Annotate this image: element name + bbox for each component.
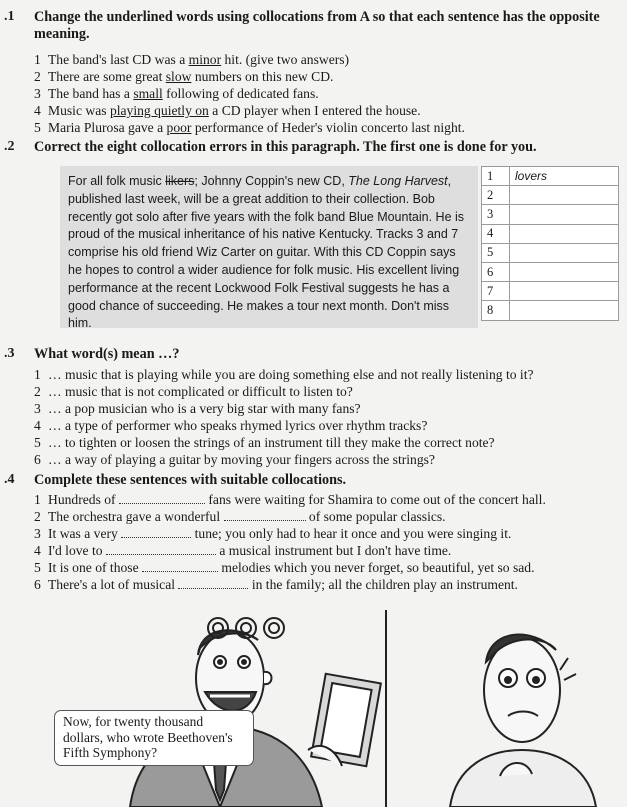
exercise-3-item [34, 401, 361, 417]
item-text-before: There's a lot of musical [48, 577, 179, 592]
item-text-before: Hundreds of [48, 492, 119, 507]
item-number: 2 [34, 509, 41, 524]
item-text: … music that is not complicated or difficult to listen to? [48, 384, 353, 399]
exercise-4-heading: Complete these sentences with suitable collocations. [34, 472, 347, 488]
underlined-words: slow [165, 69, 192, 84]
underlined-words: minor [188, 52, 222, 67]
answer-number: 1 [482, 167, 510, 186]
item-number: 1 [34, 52, 41, 67]
item-number: 3 [34, 86, 41, 101]
answer-number: 7 [482, 282, 510, 301]
answer-row [482, 205, 619, 224]
exercise-1-item [34, 69, 333, 85]
item-number: 1 [34, 492, 41, 507]
exercise-3-item [34, 418, 427, 434]
collocation-paragraph [60, 166, 478, 331]
item-number: 5 [34, 120, 41, 135]
item-text-before: The band's last CD was a [48, 52, 189, 67]
exercise-4-number: .4 [4, 472, 15, 487]
exercise-3-item [34, 367, 534, 383]
answer-number: 4 [482, 224, 510, 243]
item-number: 3 [34, 401, 41, 416]
item-number: 3 [34, 526, 41, 541]
item-text-after: a musical instrument but I don't have time. [215, 543, 452, 558]
answer-row [482, 301, 619, 320]
paragraph-cd-title: The Long Harvest [348, 174, 448, 188]
answer-number: 8 [482, 301, 510, 320]
item-number: 4 [34, 418, 41, 433]
item-text-after: numbers on this new CD. [191, 69, 334, 84]
answer-blank[interactable] [224, 510, 306, 521]
answer-cell[interactable] [510, 262, 619, 281]
answer-blank[interactable] [142, 561, 218, 572]
item-text-before: It was a very [48, 526, 122, 541]
underlined-words: small [133, 86, 163, 101]
answer-row [482, 167, 619, 186]
item-text-after: a CD player when I entered the house. [208, 103, 421, 118]
answer-number: 2 [482, 186, 510, 205]
answer-blank[interactable] [119, 493, 205, 504]
exercise-3-number: .3 [4, 346, 15, 361]
item-text-after: hit. (give two answers) [221, 52, 350, 67]
answer-row [482, 262, 619, 281]
item-number: 4 [34, 543, 41, 558]
item-text-before: The band has a [48, 86, 134, 101]
answer-row [482, 186, 619, 205]
exercise-1-item [34, 86, 319, 102]
answer-cell[interactable] [510, 186, 619, 205]
item-number: 5 [34, 560, 41, 575]
exercise-4-item [34, 577, 518, 593]
paragraph-start: For all folk music [68, 174, 166, 188]
exercise-2-heading: Correct the eight collocation errors in this paragraph. The first one is done for you. [34, 139, 537, 155]
item-text-before: There are some great [48, 69, 166, 84]
exercise-1-heading: Change the underlined words using collocations from A so that each sentence has the opposite meaning. [34, 9, 600, 42]
answer-cell[interactable] [510, 224, 619, 243]
item-text: … a type of performer who speaks rhymed lyrics over rhythm tracks? [48, 418, 428, 433]
answer-number: 6 [482, 262, 510, 281]
speech-bubble: Now, for twenty thousand dollars, who wrote Beethoven's Fifth Symphony? [54, 710, 254, 766]
item-number: 2 [34, 69, 41, 84]
quiz-show-cartoon [60, 600, 627, 807]
answer-cell[interactable] [510, 301, 619, 320]
answer-blank[interactable] [178, 578, 248, 589]
paragraph-struck-word: likers [165, 174, 195, 188]
exercise-2-number: .2 [4, 139, 15, 154]
exercise-3-item [34, 452, 435, 468]
exercise-1-item [34, 52, 349, 68]
answer-row [482, 224, 619, 243]
item-text-before: Music was [48, 103, 110, 118]
item-text-before: Maria Plurosa gave a [48, 120, 167, 135]
answer-number: 3 [482, 205, 510, 224]
item-number: 4 [34, 103, 41, 118]
item-text-before: The orchestra gave a wonderful [48, 509, 224, 524]
answer-cell[interactable] [510, 282, 619, 301]
answer-row [482, 243, 619, 262]
item-text-after: tune; you only had to hear it once and you were singing it. [191, 526, 512, 541]
underlined-words: poor [166, 120, 192, 135]
exercise-1-item [34, 103, 421, 119]
answer-blank[interactable] [121, 527, 191, 538]
exercise-3-heading: What word(s) mean …? [34, 346, 180, 362]
exercise-3-item [34, 435, 495, 451]
answer-blank[interactable] [106, 544, 216, 555]
answer-cell[interactable] [510, 243, 619, 262]
item-number: 6 [34, 577, 41, 592]
exercise-4-item [34, 492, 546, 508]
item-text: … to tighten or loosen the strings of an instrument till they make the correct note? [48, 435, 495, 450]
underlined-words: playing quietly on [109, 103, 209, 118]
exercise-3-item [34, 384, 353, 400]
item-number: 1 [34, 367, 41, 382]
item-text: … a pop musician who is a very big star with many fans? [48, 401, 361, 416]
answer-row [482, 282, 619, 301]
item-text-after: in the family; all the children play an instrument. [248, 577, 518, 592]
answer-table [481, 166, 619, 321]
item-text-after: fans were waiting for Shamira to come out of the concert hall. [204, 492, 546, 507]
paragraph-rest: , published last week, will be a great addition to their collection. Bob recently got solo after five years with the folk band Blue Mountain. He is proud of the musical inheritance of his native Kentucky. Tracks 3 and 7 comprise his old friend Wiz Carter on guitar. With this CD Coppin says he hopes to control a wider audience for folk music. His excellent living performance at the recent Lockwood Folk Festival suggests he has a good chance of succeeding. He makes a tour next month. Don't miss him. [68, 174, 465, 331]
exercise-1-item [34, 120, 465, 136]
answer-cell[interactable]: lovers [510, 167, 619, 186]
paragraph-mid: ; Johnny Coppin's new CD, [194, 174, 349, 188]
item-text-after: performance of Heder's violin concerto last night. [191, 120, 465, 135]
exercise-1-number: .1 [4, 9, 15, 24]
answer-cell[interactable] [510, 205, 619, 224]
item-text-after: following of dedicated fans. [162, 86, 319, 101]
item-text: … music that is playing while you are doing something else and not really listening to it? [48, 367, 534, 382]
exercise-4-item [34, 560, 535, 576]
exercise-4-item [34, 509, 446, 525]
item-number: 6 [34, 452, 41, 467]
item-text: … a way of playing a guitar by moving your fingers across the strings? [48, 452, 435, 467]
exercise-4-item [34, 526, 511, 542]
item-text-after: of some popular classics. [305, 509, 446, 524]
item-number: 2 [34, 384, 41, 399]
item-text-after: melodies which you never forget, so beautiful, yet so sad. [218, 560, 535, 575]
item-number: 5 [34, 435, 41, 450]
item-text-before: I'd love to [48, 543, 106, 558]
exercise-4-item [34, 543, 451, 559]
answer-number: 5 [482, 243, 510, 262]
item-text-before: It is one of those [48, 560, 143, 575]
